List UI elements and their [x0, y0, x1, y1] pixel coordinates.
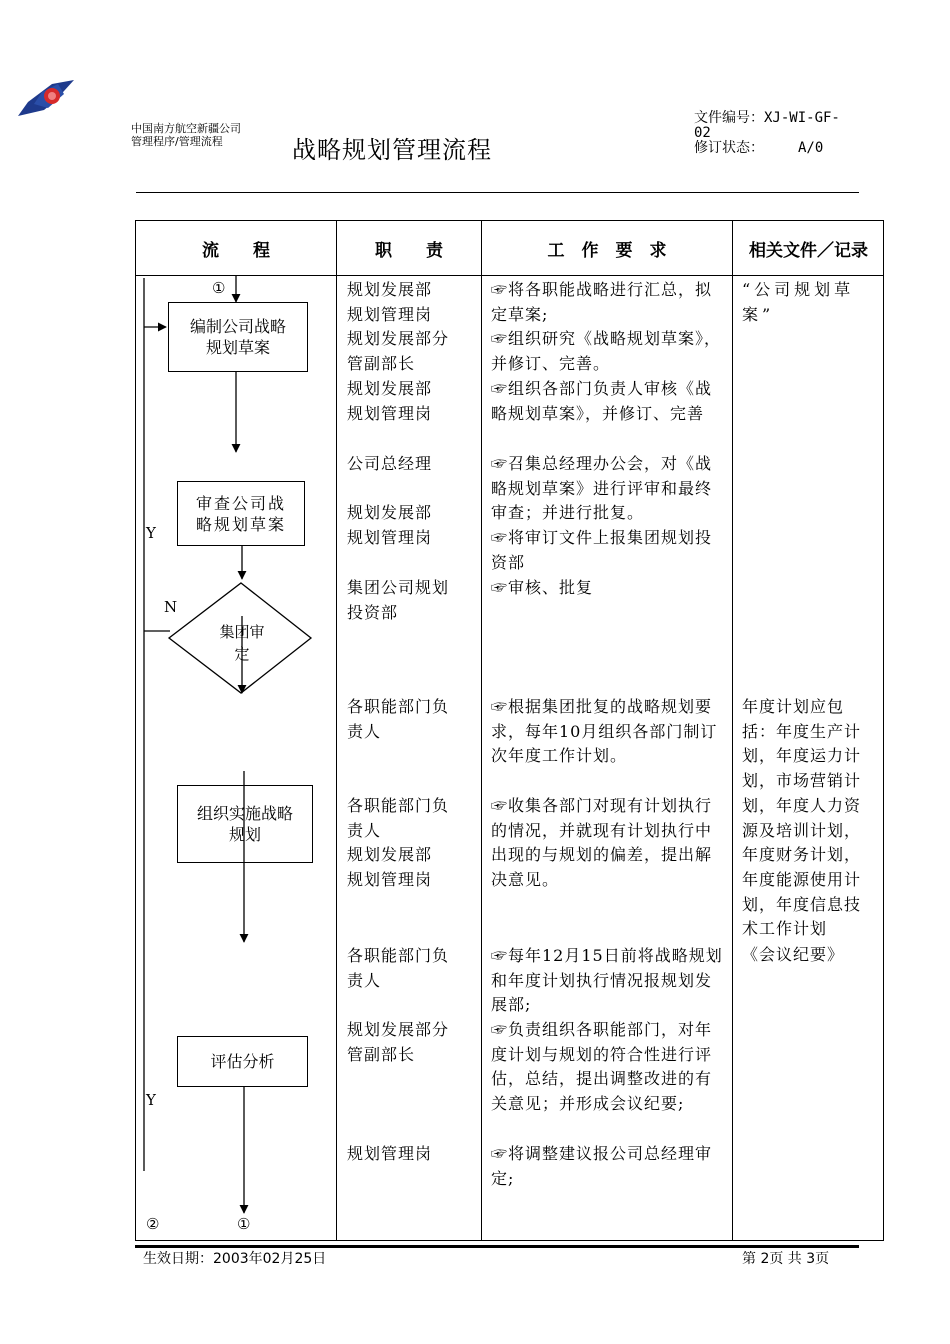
page-info: 第 2页 共 3页	[742, 1251, 830, 1267]
decision-label: 集团审定	[219, 623, 265, 663]
doc-no-value: XJ-WI-GF-	[764, 110, 840, 126]
header-flow: 流 程	[202, 240, 270, 261]
flowchart	[136, 276, 336, 1241]
flow-step-evaluate	[177, 1036, 308, 1087]
duty-line: 规划发展部分	[347, 329, 450, 348]
flow-step-review	[177, 481, 305, 546]
work-item-7: ☞根据集团批复的战略规划要求，每年10月组织各部门制订次年度工作计划。	[491, 697, 718, 766]
company-name: 中国南方航空新疆公司	[131, 122, 241, 135]
flow-step-evaluate-label: 评估分析	[210, 1052, 275, 1071]
duty-line: 规划发展部分	[347, 1020, 450, 1039]
duty-line: 责人	[347, 970, 382, 990]
duty-row-4	[347, 452, 475, 477]
revision-value: A/0	[798, 140, 824, 156]
document-meta	[694, 111, 840, 156]
effective-date: 生效日期：2003年02月25日	[143, 1251, 327, 1267]
duty-row-11	[347, 1142, 475, 1167]
connector-top: ①	[212, 279, 226, 297]
work-item-11: ☞将调整建议报公司总经理审定;	[491, 1144, 713, 1188]
duty-line: 公司总经理	[347, 454, 433, 473]
work-item-6: ☞审核、批复	[491, 578, 594, 597]
doc-no-label: 文件编号：	[694, 110, 764, 126]
duty-line: 投资部	[347, 602, 399, 622]
label-no: N	[164, 598, 178, 616]
flow-step-draft-label: 编制公司战略规划草案	[189, 317, 286, 357]
duty-row-9	[347, 944, 475, 993]
header-docs: 相关文件／记录	[749, 240, 868, 261]
duty-row-6	[347, 576, 475, 625]
duty-row-7	[347, 695, 475, 744]
duty-row-8	[347, 794, 475, 893]
work-item-5: ☞将审订文件上报集团规划投资部	[491, 528, 713, 572]
duty-line: 规划管理岗	[347, 527, 433, 547]
duty-row-2	[347, 327, 475, 376]
work-item-4: ☞召集总经理办公会，对《战略规划草案》进行评审和最终审查；并进行批复。	[491, 454, 713, 523]
duty-row-10	[347, 1018, 475, 1067]
work-item-1: ☞将各职能战略进行汇总，拟定草案;	[491, 280, 713, 324]
duty-row-5	[347, 501, 475, 550]
duty-line: 规划发展部	[347, 503, 433, 522]
duty-line: 规划管理岗	[347, 403, 433, 423]
duty-line: 规划管理岗	[347, 870, 433, 890]
flow-step-implement-label: 组织实施战略规划	[196, 804, 293, 844]
column-divider-2	[481, 220, 482, 1241]
column-divider-3	[732, 220, 733, 1241]
company-logo	[14, 78, 76, 118]
duty-line: 各职能部门负	[347, 946, 450, 965]
flow-step-draft	[168, 302, 308, 372]
duty-line: 责人	[347, 721, 382, 741]
docs-item-1: “公司规划草案”	[742, 280, 855, 324]
duty-line: 各职能部门负	[347, 697, 450, 716]
duty-line: 规划管理岗	[347, 1144, 433, 1163]
docs-item-3: 《会议纪要》	[742, 945, 845, 964]
work-item-10: ☞负责组织各职能部门，对年度计划与规划的符合性进行评估，总结，提出调整改进的有关意见；并形成会议纪要;	[491, 1020, 713, 1114]
duty-row-1	[347, 278, 475, 327]
connector-bottom-left: ②	[146, 1215, 160, 1233]
duty-line: 规划管理岗	[347, 304, 433, 324]
flow-step-review-label: 审查公司战略规划草案	[195, 493, 286, 534]
duty-line: 集团公司规划	[347, 578, 450, 597]
flow-step-implement	[177, 785, 313, 863]
header-divider	[136, 192, 859, 193]
revision-label: 修订状态：	[694, 140, 764, 156]
doc-no-continued: 02	[694, 125, 711, 141]
header-duty: 职 责	[375, 240, 443, 261]
connector-bottom-right: ①	[237, 1215, 251, 1233]
document-category: 管理程序/管理流程	[131, 135, 223, 148]
docs-item-2: 年度计划应包括：年度生产计划，年度运力计划，市场营销计划，年度人力资源及培训计划，年度财务计划，年度能源使用计划，年度信息技术工作计划	[742, 697, 862, 939]
duty-line: 规划发展部	[347, 845, 433, 865]
header-work: 工 作 要 求	[547, 240, 667, 261]
duty-line: 管副部长	[347, 1044, 416, 1064]
work-item-8: ☞收集各部门对现有计划执行的情况，并就现有计划执行中出现的与规划的偏差，提出解决意见。	[491, 796, 713, 890]
work-item-3: ☞组织各部门负责人审核《战略规划草案》，并修订、完善	[491, 379, 713, 423]
label-yes-1: Y	[146, 524, 156, 542]
duty-line: 各职能部门负	[347, 796, 450, 815]
duty-line: 规划发展部	[347, 379, 433, 398]
work-item-2: ☞组织研究《战略规划草案》，并修订、完善。	[491, 329, 722, 373]
company-info	[131, 122, 241, 148]
duty-row-3	[347, 377, 475, 426]
column-divider-1	[336, 220, 337, 1241]
duty-line: 责人	[347, 820, 382, 840]
page-title: 战略规划管理流程	[292, 136, 492, 164]
duty-line: 管副部长	[347, 353, 416, 373]
work-item-9: ☞每年12月15日前将战略规划和年度计划执行情况报规划发展部;	[491, 946, 723, 1015]
duty-line: 规划发展部	[347, 280, 433, 299]
label-yes-2: Y	[146, 1091, 156, 1109]
